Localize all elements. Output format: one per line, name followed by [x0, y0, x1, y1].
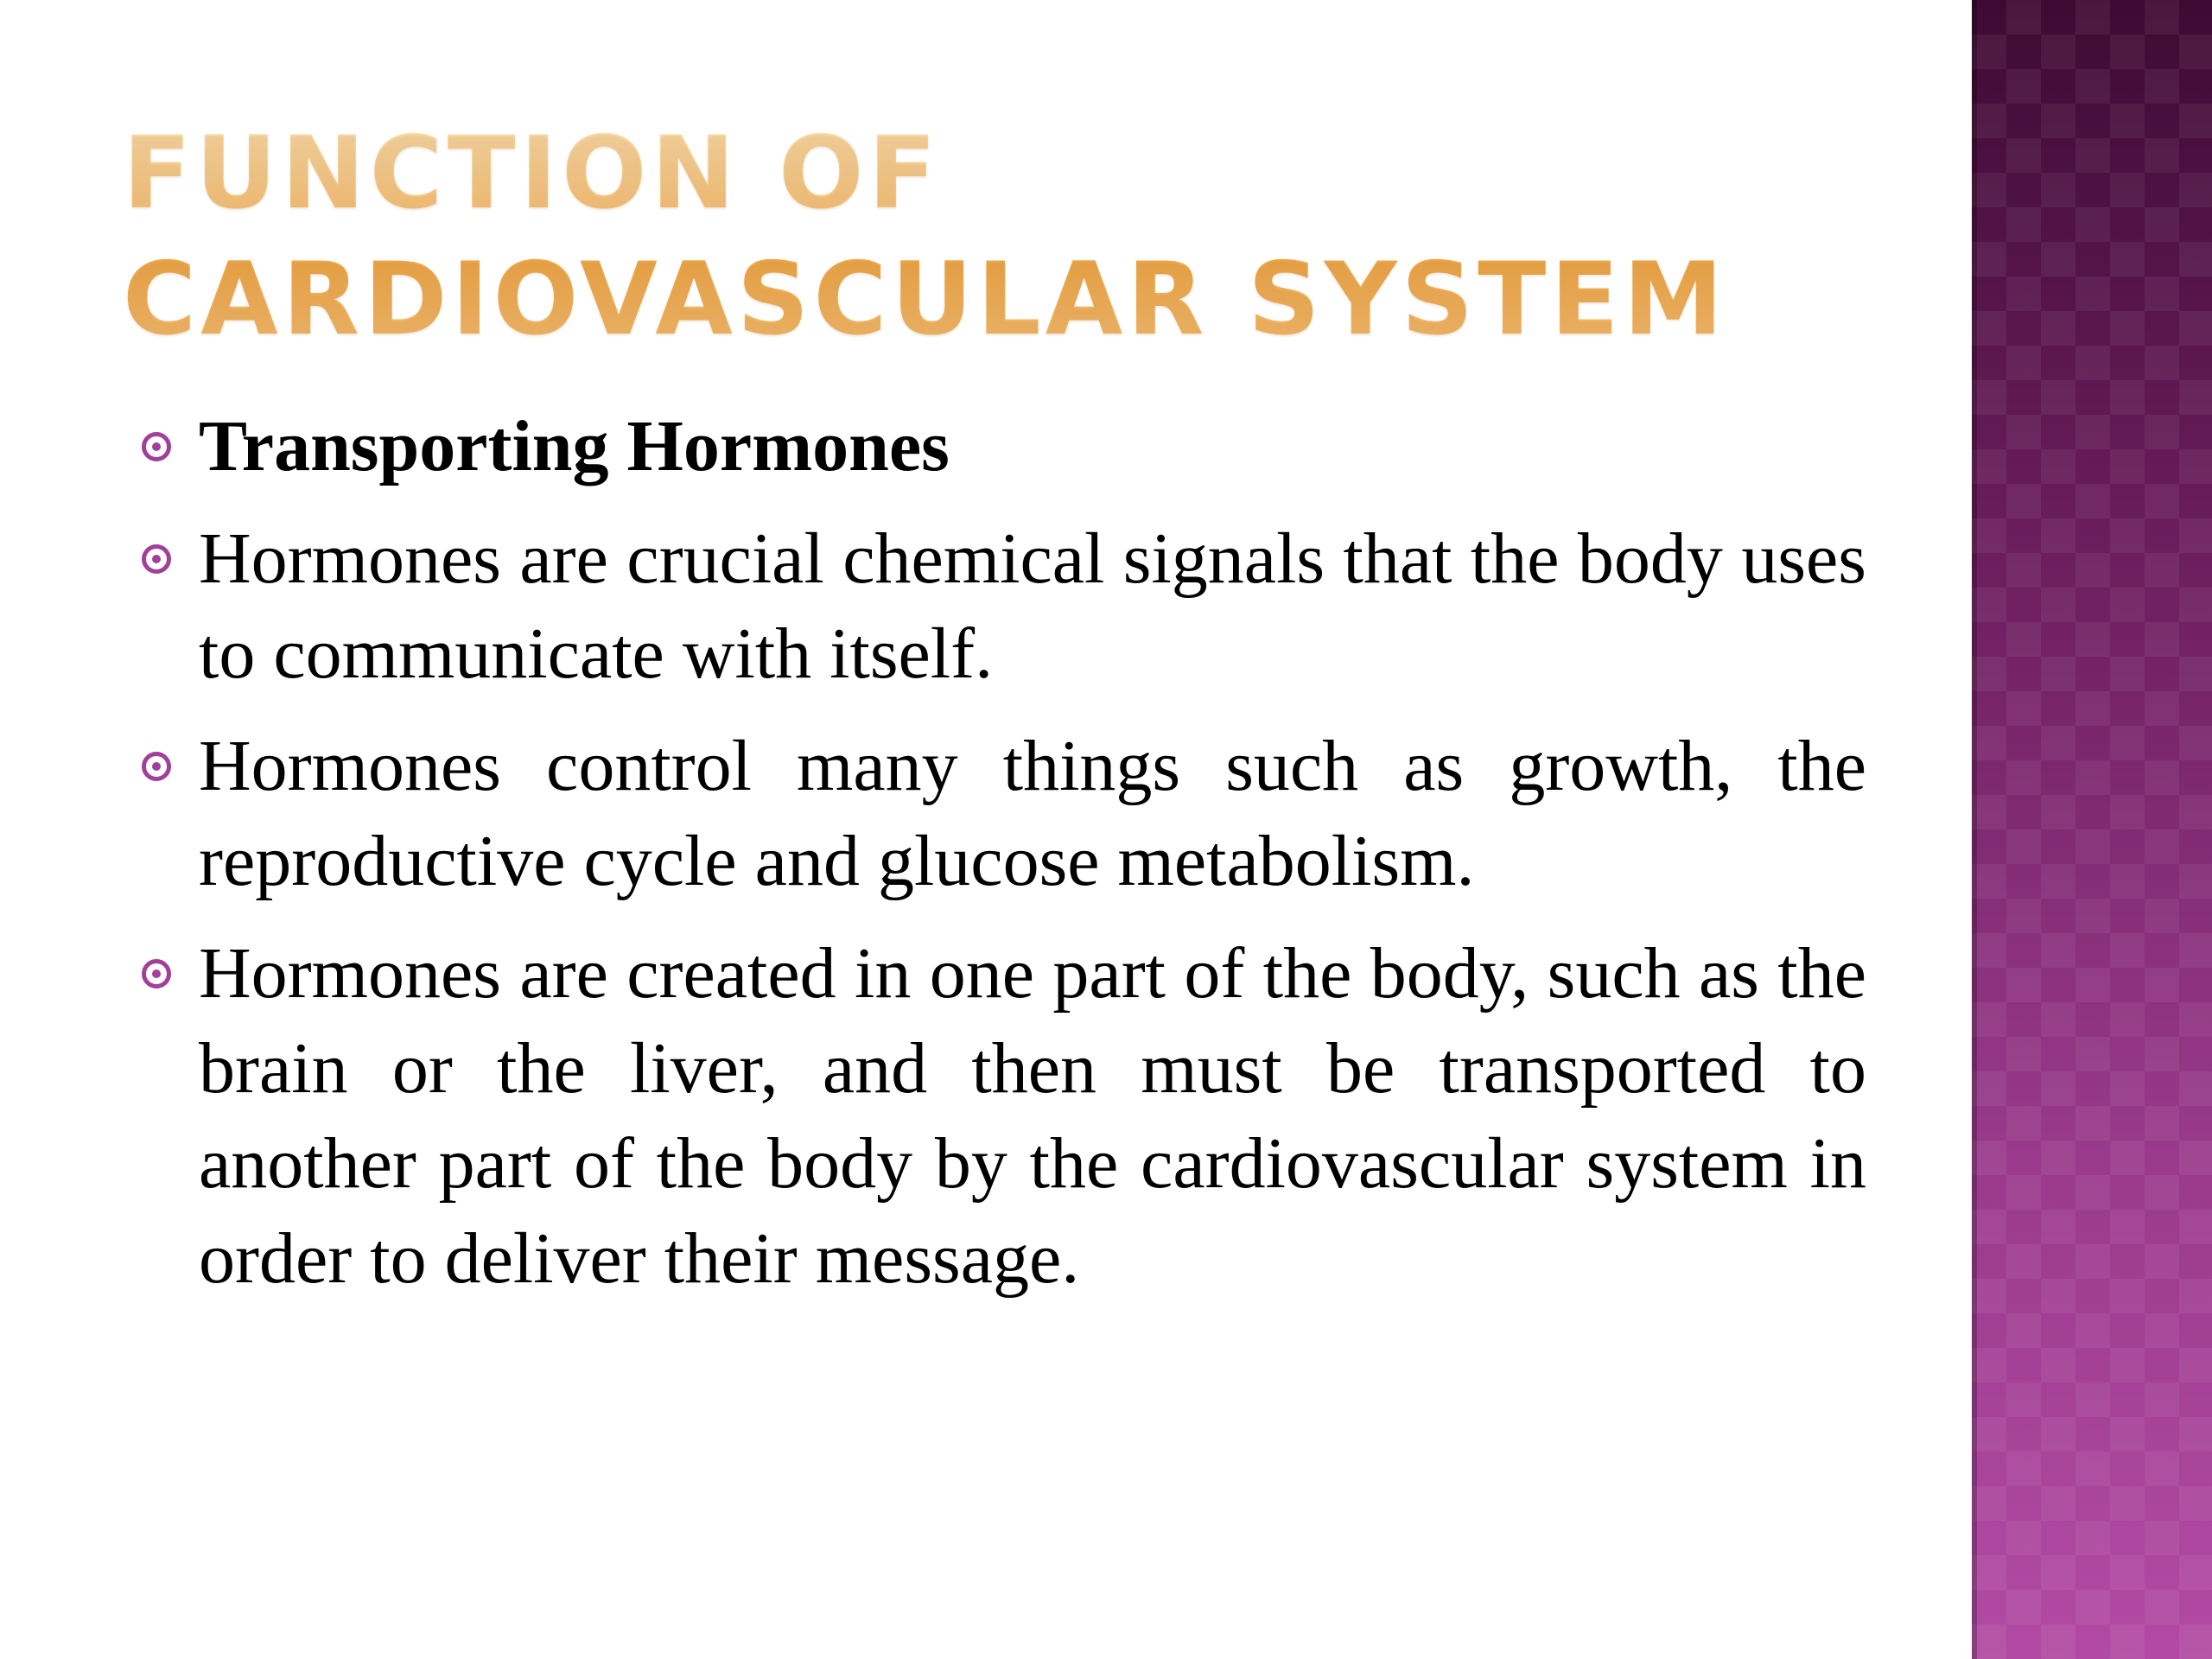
- bullet-text: Hormones are crucial chemical signals that the body uses to communicate with itself.: [199, 518, 1866, 694]
- slide-title: FUNCTION OF CARDIOVASCULAR SYSTEM: [123, 111, 1885, 363]
- bullet-text: Hormones are created in one part of the body, such as the brain or the liver, and then must be transported to another part of the body by the cardiovascular system in order to deliver their message.: [199, 933, 1866, 1299]
- bullet-text: Hormones control many things such as growth, the reproductive cycle and glucose metabolism.: [199, 726, 1866, 901]
- circle-bullet-icon: [142, 752, 171, 781]
- bullet-item: [138, 512, 1866, 702]
- bullet-item: [138, 719, 1866, 909]
- bullet-list: [138, 399, 1866, 1324]
- decorative-side-panel: [1972, 0, 2212, 1659]
- bullet-item: [138, 926, 1866, 1306]
- circle-bullet-icon: [142, 544, 171, 574]
- side-panel-edge: [1972, 0, 1977, 1659]
- diamond-pattern: [1972, 0, 2212, 1659]
- bullet-item-heading: [138, 399, 1866, 494]
- circle-bullet-icon: [142, 432, 171, 461]
- circle-bullet-icon: [142, 959, 171, 988]
- bullet-text: Transporting Hormones: [199, 406, 950, 486]
